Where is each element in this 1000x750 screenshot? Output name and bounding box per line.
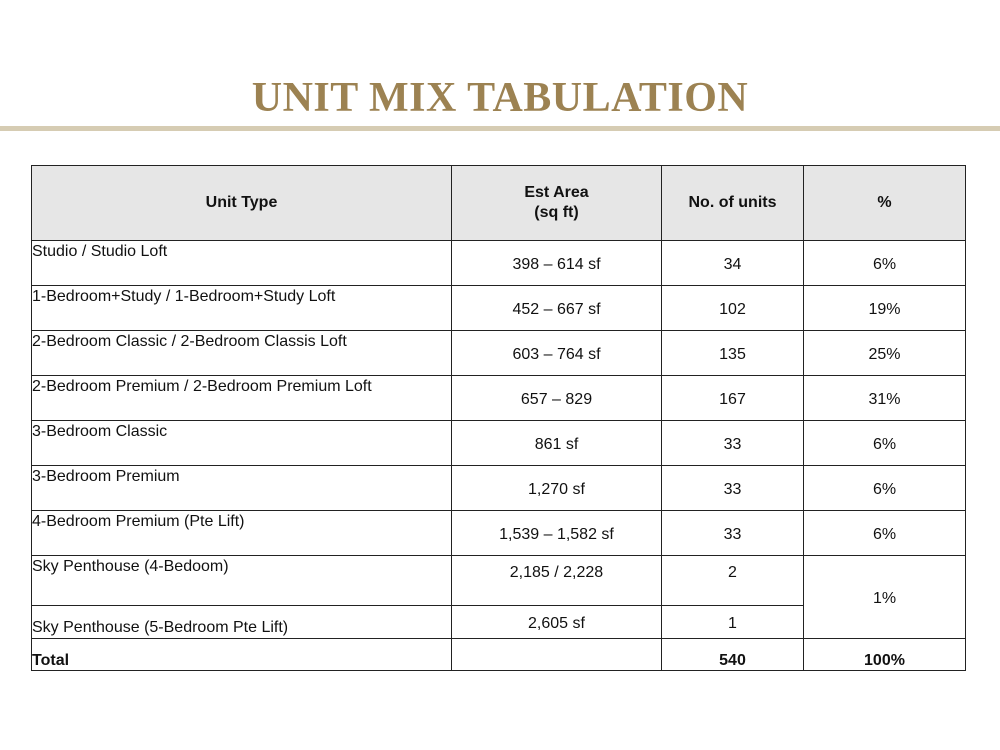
cell-percent: 19%	[804, 286, 966, 331]
cell-no-of-units: 33	[662, 511, 804, 556]
table-row	[32, 511, 966, 556]
cell-est-area: 2,605 sf	[452, 606, 662, 639]
cell-percent: 6%	[804, 466, 966, 511]
cell-est-area: 398 – 614 sf	[452, 241, 662, 286]
header-no-of-units: No. of units	[662, 166, 804, 241]
cell-unit-type: 4-Bedroom Premium (Pte Lift)	[32, 511, 452, 556]
cell-est-area: 2,185 / 2,228	[452, 556, 662, 606]
cell-unit-type: Sky Penthouse (4-Bedoom)	[32, 556, 452, 606]
cell-unit-type: 3-Bedroom Classic	[32, 421, 452, 466]
table-row	[32, 241, 966, 286]
cell-no-of-units: 1	[662, 606, 804, 639]
table-row	[32, 286, 966, 331]
cell-unit-type: 3-Bedroom Premium	[32, 466, 452, 511]
header-est-area-line2: (sq ft)	[534, 204, 579, 221]
title-divider	[0, 126, 1000, 131]
cell-est-area: 1,270 sf	[452, 466, 662, 511]
cell-est-area: 603 – 764 sf	[452, 331, 662, 376]
unit-mix-table	[31, 165, 966, 671]
table-row	[32, 376, 966, 421]
page-title: UNIT MIX TABULATION	[251, 75, 749, 121]
cell-percent: 25%	[804, 331, 966, 376]
cell-total-units: 540	[662, 639, 804, 671]
header-unit-type: Unit Type	[32, 166, 452, 241]
table-total-row	[32, 639, 966, 671]
cell-percent: 6%	[804, 421, 966, 466]
cell-est-area: 452 – 667 sf	[452, 286, 662, 331]
table-row	[32, 421, 966, 466]
cell-percent: 6%	[804, 511, 966, 556]
cell-no-of-units: 33	[662, 466, 804, 511]
cell-total-percent: 100%	[804, 639, 966, 671]
cell-no-of-units: 102	[662, 286, 804, 331]
cell-unit-type: 2-Bedroom Premium / 2-Bedroom Premium Loft	[32, 376, 452, 421]
cell-unit-type: 2-Bedroom Classic / 2-Bedroom Classis Loft	[32, 331, 452, 376]
table-row	[32, 331, 966, 376]
cell-no-of-units: 34	[662, 241, 804, 286]
cell-no-of-units: 167	[662, 376, 804, 421]
cell-est-area: 861 sf	[452, 421, 662, 466]
table-row	[32, 556, 966, 606]
cell-percent: 31%	[804, 376, 966, 421]
header-percent: %	[804, 166, 966, 241]
cell-unit-type: Sky Penthouse (5-Bedroom Pte Lift)	[32, 606, 452, 639]
cell-unit-type: Studio / Studio Loft	[32, 241, 452, 286]
cell-no-of-units: 135	[662, 331, 804, 376]
header-est-area-line1: Est Area	[524, 184, 589, 201]
cell-percent-merged: 1%	[804, 556, 966, 639]
cell-unit-type: 1-Bedroom+Study / 1-Bedroom+Study Loft	[32, 286, 452, 331]
cell-percent: 6%	[804, 241, 966, 286]
header-est-area	[452, 166, 662, 241]
cell-no-of-units: 33	[662, 421, 804, 466]
table-header-row	[32, 166, 966, 241]
cell-est-area: 1,539 – 1,582 sf	[452, 511, 662, 556]
cell-total-area	[452, 639, 662, 671]
table-row	[32, 466, 966, 511]
cell-est-area: 657 – 829	[452, 376, 662, 421]
cell-no-of-units: 2	[662, 556, 804, 606]
cell-total-label: Total	[32, 639, 452, 671]
